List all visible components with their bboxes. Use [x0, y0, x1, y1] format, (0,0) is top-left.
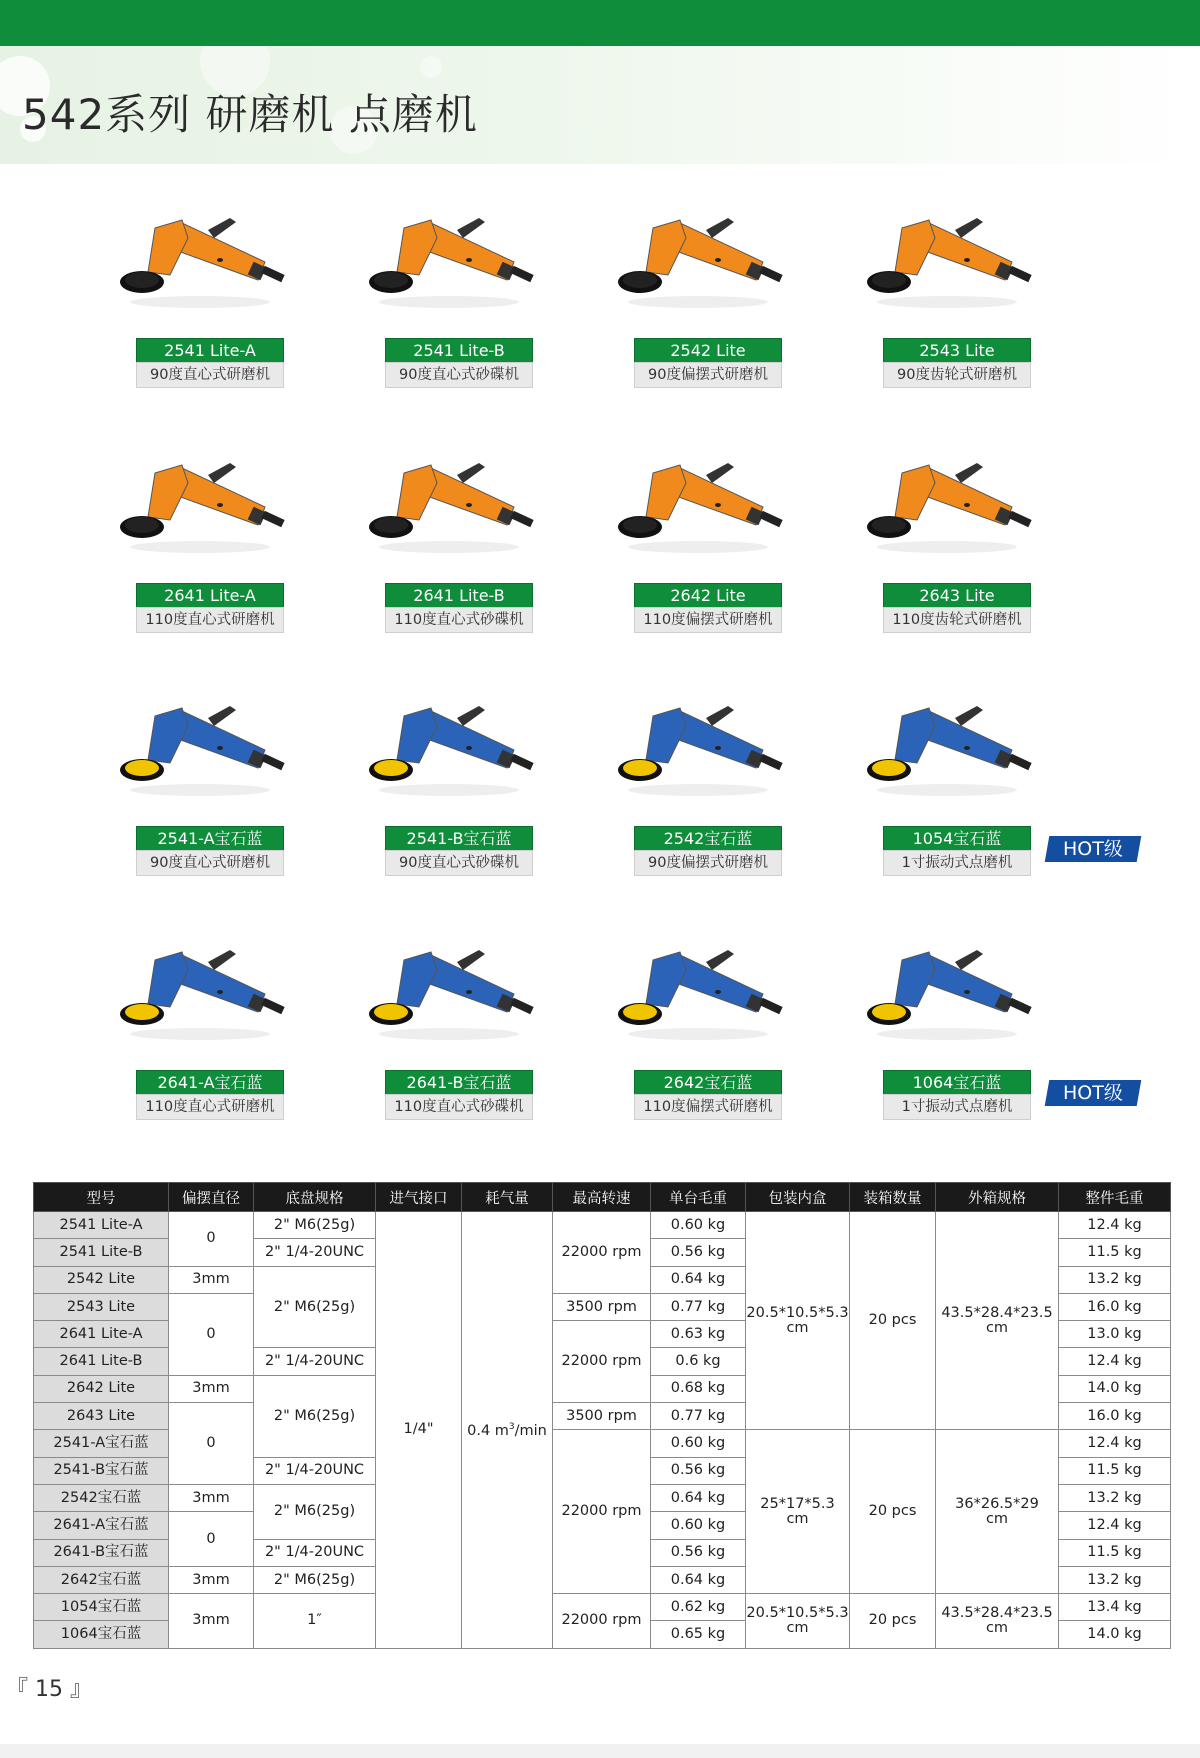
cell-qty: 20 pcs: [850, 1212, 936, 1430]
product-model-label: 2541 Lite-B: [385, 338, 533, 363]
cell-orbit: 3mm: [169, 1266, 254, 1293]
cell-orbit: 0: [169, 1512, 254, 1567]
product-description: 110度直心式研磨机: [136, 1094, 284, 1120]
cell-total-weight: 12.4 kg: [1059, 1212, 1171, 1239]
product-description: 110度齿轮式研磨机: [883, 607, 1031, 633]
product-card: [349, 180, 539, 400]
product-card: [349, 425, 539, 645]
cell-speed: 3500 rpm: [553, 1293, 651, 1320]
product-model-label: 2541 Lite-A: [136, 338, 284, 363]
cell-total-weight: 13.2 kg: [1059, 1266, 1171, 1293]
product-card: [847, 912, 1037, 1132]
product-model-label: 2542 Lite: [634, 338, 782, 363]
cell-model: 1064宝石蓝: [34, 1621, 169, 1648]
th-carton: 外箱规格: [936, 1183, 1059, 1212]
cell-total-weight: 13.4 kg: [1059, 1594, 1171, 1621]
cell-pad: 2" 1/4-20UNC: [254, 1457, 376, 1484]
cell-model: 2541 Lite-B: [34, 1239, 169, 1266]
cell-speed: 22000 rpm: [553, 1430, 651, 1594]
product-description: 90度直心式砂碟机: [385, 850, 533, 876]
page-number: 『 15 』: [6, 1677, 92, 1702]
th-qty: 装箱数量: [850, 1183, 936, 1212]
cell-orbit: 3mm: [169, 1375, 254, 1402]
cell-total-weight: 12.4 kg: [1059, 1512, 1171, 1539]
cell-speed: 22000 rpm: [553, 1594, 651, 1649]
cell-pad: 2" M6(25g): [254, 1484, 376, 1539]
cell-model: 2641 Lite-A: [34, 1321, 169, 1348]
cell-unit-weight: 0.68 kg: [651, 1375, 746, 1402]
page-title: 542系列 研磨机 点磨机: [22, 90, 478, 139]
cell-inner-box: 25*17*5.3 cm: [746, 1430, 850, 1594]
spec-table: [33, 1182, 1171, 1649]
cell-orbit: 0: [169, 1403, 254, 1485]
cell-total-weight: 13.0 kg: [1059, 1321, 1171, 1348]
cell-carton: 43.5*28.4*23.5 cm: [936, 1594, 1059, 1649]
cell-total-weight: 12.4 kg: [1059, 1430, 1171, 1457]
product-description: 1寸振动式点磨机: [883, 1094, 1031, 1120]
air-grinder-image: [349, 180, 539, 330]
cell-unit-weight: 0.56 kg: [651, 1457, 746, 1484]
cell-total-weight: 14.0 kg: [1059, 1621, 1171, 1648]
product-card: [598, 425, 788, 645]
cell-model: 2641 Lite-B: [34, 1348, 169, 1375]
cell-speed: 22000 rpm: [553, 1321, 651, 1403]
air-grinder-image: [100, 912, 290, 1062]
cell-model: 2642 Lite: [34, 1375, 169, 1402]
air-grinder-image: [349, 668, 539, 818]
product-description: 110度偏摆式研磨机: [634, 1094, 782, 1120]
product-card: [847, 425, 1037, 645]
cell-total-weight: 13.2 kg: [1059, 1484, 1171, 1511]
product-model-label: 1064宝石蓝: [883, 1070, 1031, 1095]
cell-model: 2641-A宝石蓝: [34, 1512, 169, 1539]
table-header-row: [34, 1183, 1171, 1212]
cell-total-weight: 11.5 kg: [1059, 1457, 1171, 1484]
cell-unit-weight: 0.77 kg: [651, 1293, 746, 1320]
cell-model: 2642宝石蓝: [34, 1566, 169, 1593]
product-model-label: 2641-B宝石蓝: [385, 1070, 533, 1095]
product-model-label: 2641 Lite-B: [385, 583, 533, 608]
product-model-label: 2643 Lite: [883, 583, 1031, 608]
cell-unit-weight: 0.6 kg: [651, 1348, 746, 1375]
cell-unit-weight: 0.77 kg: [651, 1403, 746, 1430]
cell-orbit: 0: [169, 1212, 254, 1267]
product-description: 110度直心式研磨机: [136, 607, 284, 633]
cell-orbit: 3mm: [169, 1566, 254, 1593]
th-orbit: 偏摆直径: [169, 1183, 254, 1212]
cell-unit-weight: 0.64 kg: [651, 1266, 746, 1293]
cell-air: 0.4 $m^3/\min$: [462, 1212, 553, 1649]
cell-total-weight: 11.5 kg: [1059, 1539, 1171, 1566]
product-card: [100, 425, 290, 645]
product-model-label: 2541-B宝石蓝: [385, 826, 533, 851]
cell-model: 2542宝石蓝: [34, 1484, 169, 1511]
cell-total-weight: 16.0 kg: [1059, 1403, 1171, 1430]
cell-pad: 2" 1/4-20UNC: [254, 1539, 376, 1566]
cell-orbit: 3mm: [169, 1594, 254, 1649]
cell-carton: 43.5*28.4*23.5 cm: [936, 1212, 1059, 1430]
product-card: [598, 668, 788, 888]
product-model-label: 2541-A宝石蓝: [136, 826, 284, 851]
air-grinder-image: [598, 425, 788, 575]
hot-badge: HOT级: [1045, 836, 1142, 862]
cell-inner-box: 20.5*10.5*5.3 cm: [746, 1594, 850, 1649]
cell-total-weight: 14.0 kg: [1059, 1375, 1171, 1402]
cell-pad: 2" M6(25g): [254, 1375, 376, 1457]
air-grinder-image: [100, 180, 290, 330]
cell-model: 2542 Lite: [34, 1266, 169, 1293]
product-card: [100, 180, 290, 400]
cell-unit-weight: 0.60 kg: [651, 1512, 746, 1539]
product-card: [100, 668, 290, 888]
product-card: [349, 912, 539, 1132]
th-pad: 底盘规格: [254, 1183, 376, 1212]
th-inner-box: 包装内盒: [746, 1183, 850, 1212]
product-description: 110度直心式砂碟机: [385, 607, 533, 633]
air-grinder-image: [847, 180, 1037, 330]
cell-model: 2643 Lite: [34, 1403, 169, 1430]
cell-model: 2543 Lite: [34, 1293, 169, 1320]
table-row: [34, 1594, 1171, 1621]
top-green-bar: [0, 0, 1200, 46]
th-air: 耗气量: [462, 1183, 553, 1212]
product-description: 1寸振动式点磨机: [883, 850, 1031, 876]
air-grinder-image: [598, 180, 788, 330]
air-grinder-image: [349, 912, 539, 1062]
cell-total-weight: 12.4 kg: [1059, 1348, 1171, 1375]
product-card: [100, 912, 290, 1132]
cell-model: 1054宝石蓝: [34, 1594, 169, 1621]
cell-unit-weight: 0.65 kg: [651, 1621, 746, 1648]
air-grinder-image: [847, 668, 1037, 818]
air-grinder-image: [847, 912, 1037, 1062]
cell-pad: 1″: [254, 1594, 376, 1649]
product-card: [598, 180, 788, 400]
decor-bubble: [420, 56, 442, 78]
air-grinder-image: [598, 668, 788, 818]
cell-unit-weight: 0.60 kg: [651, 1212, 746, 1239]
table-row: [34, 1212, 1171, 1239]
cell-model: 2541 Lite-A: [34, 1212, 169, 1239]
product-description: 110度偏摆式研磨机: [634, 607, 782, 633]
cell-unit-weight: 0.64 kg: [651, 1484, 746, 1511]
product-description: 110度直心式砂碟机: [385, 1094, 533, 1120]
cell-qty: 20 pcs: [850, 1430, 936, 1594]
cell-pad: 2" 1/4-20UNC: [254, 1348, 376, 1375]
air-grinder-image: [598, 912, 788, 1062]
product-model-label: 1054宝石蓝: [883, 826, 1031, 851]
cell-inlet: 1/4": [376, 1212, 462, 1649]
cell-total-weight: 11.5 kg: [1059, 1239, 1171, 1266]
cell-pad: 2" 1/4-20UNC: [254, 1239, 376, 1266]
cell-orbit: 0: [169, 1293, 254, 1375]
cell-orbit: 3mm: [169, 1484, 254, 1511]
product-description: 90度齿轮式研磨机: [883, 362, 1031, 388]
cell-model: 2541-A宝石蓝: [34, 1430, 169, 1457]
bottom-strip: [0, 1744, 1200, 1758]
cell-qty: 20 pcs: [850, 1594, 936, 1649]
product-model-label: 2542宝石蓝: [634, 826, 782, 851]
product-description: 90度偏摆式研磨机: [634, 850, 782, 876]
th-total-weight: 整件毛重: [1059, 1183, 1171, 1212]
th-unit-weight: 单台毛重: [651, 1183, 746, 1212]
cell-model: 2641-B宝石蓝: [34, 1539, 169, 1566]
product-card: [847, 668, 1037, 888]
cell-unit-weight: 0.56 kg: [651, 1539, 746, 1566]
cell-speed: 22000 rpm: [553, 1212, 651, 1294]
th-inlet: 进气接口: [376, 1183, 462, 1212]
product-description: 90度直心式研磨机: [136, 850, 284, 876]
air-grinder-image: [100, 668, 290, 818]
product-model-label: 2641 Lite-A: [136, 583, 284, 608]
cell-inner-box: 20.5*10.5*5.3 cm: [746, 1212, 850, 1430]
air-grinder-image: [847, 425, 1037, 575]
cell-pad: 2" M6(25g): [254, 1266, 376, 1348]
th-speed: 最高转速: [553, 1183, 651, 1212]
cell-unit-weight: 0.64 kg: [651, 1566, 746, 1593]
product-card: [349, 668, 539, 888]
product-model-label: 2642宝石蓝: [634, 1070, 782, 1095]
cell-unit-weight: 0.56 kg: [651, 1239, 746, 1266]
air-grinder-image: [100, 425, 290, 575]
cell-pad: 2" M6(25g): [254, 1212, 376, 1239]
product-card: [847, 180, 1037, 400]
product-card: [598, 912, 788, 1132]
cell-unit-weight: 0.62 kg: [651, 1594, 746, 1621]
cell-carton: 36*26.5*29 cm: [936, 1430, 1059, 1594]
cell-unit-weight: 0.63 kg: [651, 1321, 746, 1348]
product-description: 90度直心式研磨机: [136, 362, 284, 388]
cell-total-weight: 13.2 kg: [1059, 1566, 1171, 1593]
hot-badge: HOT级: [1045, 1080, 1142, 1106]
cell-total-weight: 16.0 kg: [1059, 1293, 1171, 1320]
product-description: 90度偏摆式研磨机: [634, 362, 782, 388]
cell-pad: 2" M6(25g): [254, 1566, 376, 1593]
cell-model: 2541-B宝石蓝: [34, 1457, 169, 1484]
air-grinder-image: [349, 425, 539, 575]
cell-speed: 3500 rpm: [553, 1403, 651, 1430]
product-model-label: 2642 Lite: [634, 583, 782, 608]
product-model-label: 2543 Lite: [883, 338, 1031, 363]
product-description: 90度直心式砂碟机: [385, 362, 533, 388]
product-model-label: 2641-A宝石蓝: [136, 1070, 284, 1095]
th-model: 型号: [34, 1183, 169, 1212]
cell-unit-weight: 0.60 kg: [651, 1430, 746, 1457]
